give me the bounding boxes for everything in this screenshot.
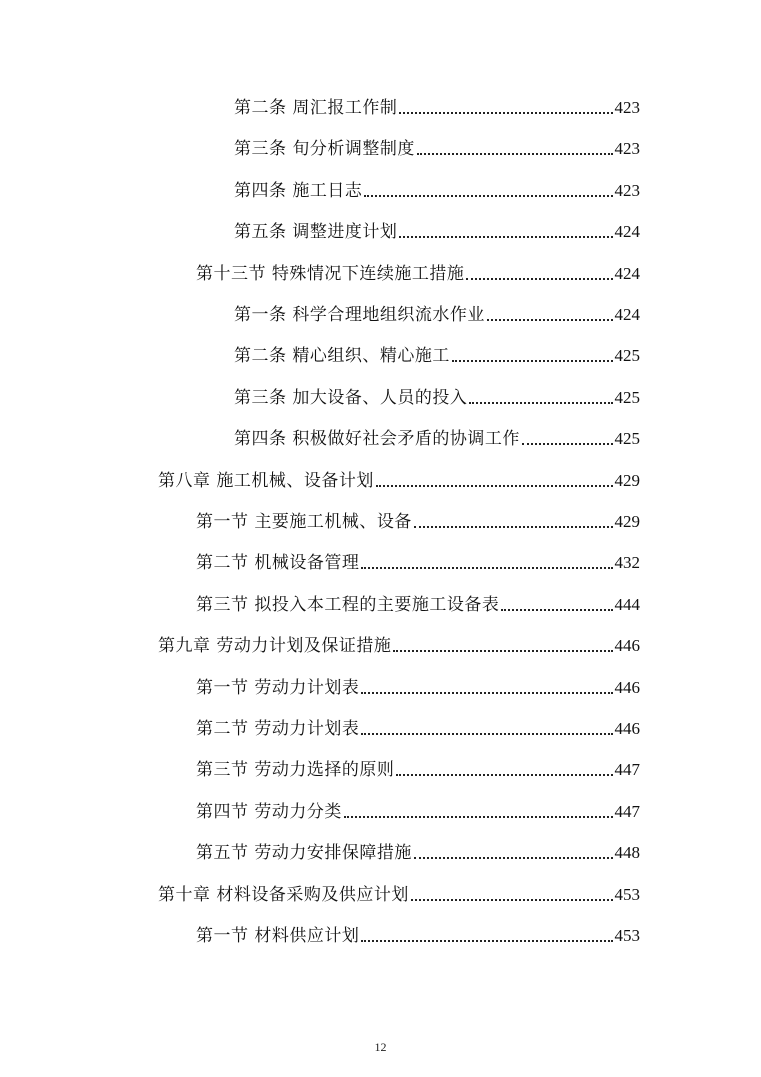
- toc-entry-page: 446: [614, 677, 640, 697]
- toc-entry-label: 第一节 主要施工机械、设备: [196, 512, 412, 532]
- toc-entry[interactable]: [196, 503, 640, 533]
- toc-dot-leader: [361, 691, 612, 694]
- toc-dot-leader: [487, 318, 613, 321]
- page-number: 12: [374, 1040, 387, 1054]
- toc-dot-leader: [393, 649, 612, 652]
- toc-dot-leader: [414, 525, 613, 528]
- toc-entry-page: 425: [614, 387, 640, 407]
- toc-entry-page: 447: [614, 760, 640, 780]
- toc-entry-label: 第一条 科学合理地组织流水作业: [234, 305, 485, 325]
- toc-entry-label: 第三条 加大设备、人员的投入: [234, 387, 468, 408]
- toc-entry-page: 423: [614, 139, 640, 159]
- toc-entry[interactable]: [196, 751, 640, 781]
- toc-dot-leader: [399, 111, 612, 114]
- toc-entry[interactable]: [196, 544, 640, 574]
- toc-entry-page: 448: [614, 843, 640, 863]
- toc-dot-leader: [469, 401, 612, 404]
- toc-entry-page: 453: [614, 884, 640, 904]
- toc-entry-label: 第九章 劳动力计划及保证措施: [158, 636, 392, 657]
- toc-entry-page: 423: [614, 98, 640, 117]
- toc-dot-leader: [361, 732, 612, 735]
- toc-entry-label: 第二节 劳动力计划表: [196, 719, 360, 739]
- toc-entry-label: 第三节 劳动力选择的原则: [196, 760, 395, 781]
- toc-entry-label: 第三节 拟投入本工程的主要施工设备表: [196, 594, 500, 615]
- toc-dot-leader: [376, 484, 613, 487]
- toc-entry-label: 第二节 机械设备管理: [196, 553, 360, 574]
- toc-entry[interactable]: [234, 130, 640, 160]
- toc-entry-page: 424: [614, 222, 640, 242]
- toc-entry-page: 444: [614, 594, 640, 614]
- toc-entry-label: 第一节 材料供应计划: [196, 926, 360, 946]
- toc-dot-leader: [501, 608, 612, 611]
- toc-entry-label: 第四节 劳动力分类: [196, 801, 342, 822]
- toc-entry[interactable]: [196, 710, 640, 740]
- toc-entry-label: 第三条 旬分析调整制度: [234, 139, 415, 160]
- toc-entry[interactable]: [196, 834, 640, 864]
- toc-dot-leader: [466, 277, 612, 280]
- toc-entry[interactable]: [234, 296, 640, 326]
- toc-entry[interactable]: [158, 462, 640, 492]
- toc-entry-label: 第八章 施工机械、设备计划: [158, 470, 374, 491]
- toc-entry[interactable]: [196, 793, 640, 823]
- toc-entry[interactable]: [234, 172, 640, 202]
- toc-entry[interactable]: [234, 89, 640, 119]
- toc-entry-label: 第十三节 特殊情况下连续施工措施: [196, 263, 465, 284]
- toc-entry-page: 447: [614, 801, 640, 821]
- toc-entry-label: 第二条 精心组织、精心施工: [234, 346, 450, 367]
- toc-entry-page: 453: [614, 926, 640, 945]
- toc-entry-label: 第十章 材料设备采购及供应计划: [158, 884, 409, 905]
- toc-dot-leader: [361, 939, 612, 942]
- toc-entry[interactable]: [234, 420, 640, 450]
- toc-entry-label: 第四条 施工日志: [234, 180, 363, 201]
- toc-entry-page: 424: [614, 263, 640, 283]
- toc-entry-page: 425: [614, 346, 640, 366]
- toc-entry-label: 第四条 积极做好社会矛盾的协调工作: [234, 429, 520, 450]
- toc-entry[interactable]: [196, 669, 640, 699]
- toc-entry-page: 425: [614, 429, 640, 449]
- toc-dot-leader: [411, 898, 613, 901]
- toc-entry-page: 424: [614, 305, 640, 324]
- toc-dot-leader: [396, 773, 612, 776]
- toc-entry-page: 423: [614, 180, 640, 200]
- toc-entry[interactable]: [196, 586, 640, 616]
- toc-dot-leader: [522, 442, 613, 445]
- toc-dot-leader: [399, 235, 612, 238]
- toc-dot-leader: [344, 815, 613, 818]
- toc-dot-leader: [452, 359, 613, 362]
- toc-entry[interactable]: [234, 379, 640, 409]
- toc-entry[interactable]: [234, 337, 640, 367]
- toc-dot-leader: [417, 152, 613, 155]
- toc-entry-label: 第五节 劳动力安排保障措施: [196, 843, 412, 864]
- toc-entry[interactable]: [158, 876, 640, 906]
- toc-entry[interactable]: [196, 917, 640, 947]
- toc-entry[interactable]: [196, 255, 640, 285]
- toc-dot-leader: [361, 566, 612, 569]
- toc-entry-page: 432: [614, 553, 640, 573]
- toc-entry-page: 446: [614, 719, 640, 738]
- toc-entry[interactable]: [158, 627, 640, 657]
- toc-entry-page: 446: [614, 636, 640, 656]
- toc-entry-label: 第一节 劳动力计划表: [196, 677, 360, 698]
- toc-entry-label: 第五条 调整进度计划: [234, 222, 398, 243]
- toc-entry-label: 第二条 周汇报工作制: [234, 98, 398, 118]
- toc-dot-leader: [414, 856, 613, 859]
- toc-dot-leader: [364, 194, 612, 197]
- toc-entry-page: 429: [614, 470, 640, 490]
- toc-entry[interactable]: [234, 213, 640, 243]
- toc-entry-page: 429: [614, 512, 640, 531]
